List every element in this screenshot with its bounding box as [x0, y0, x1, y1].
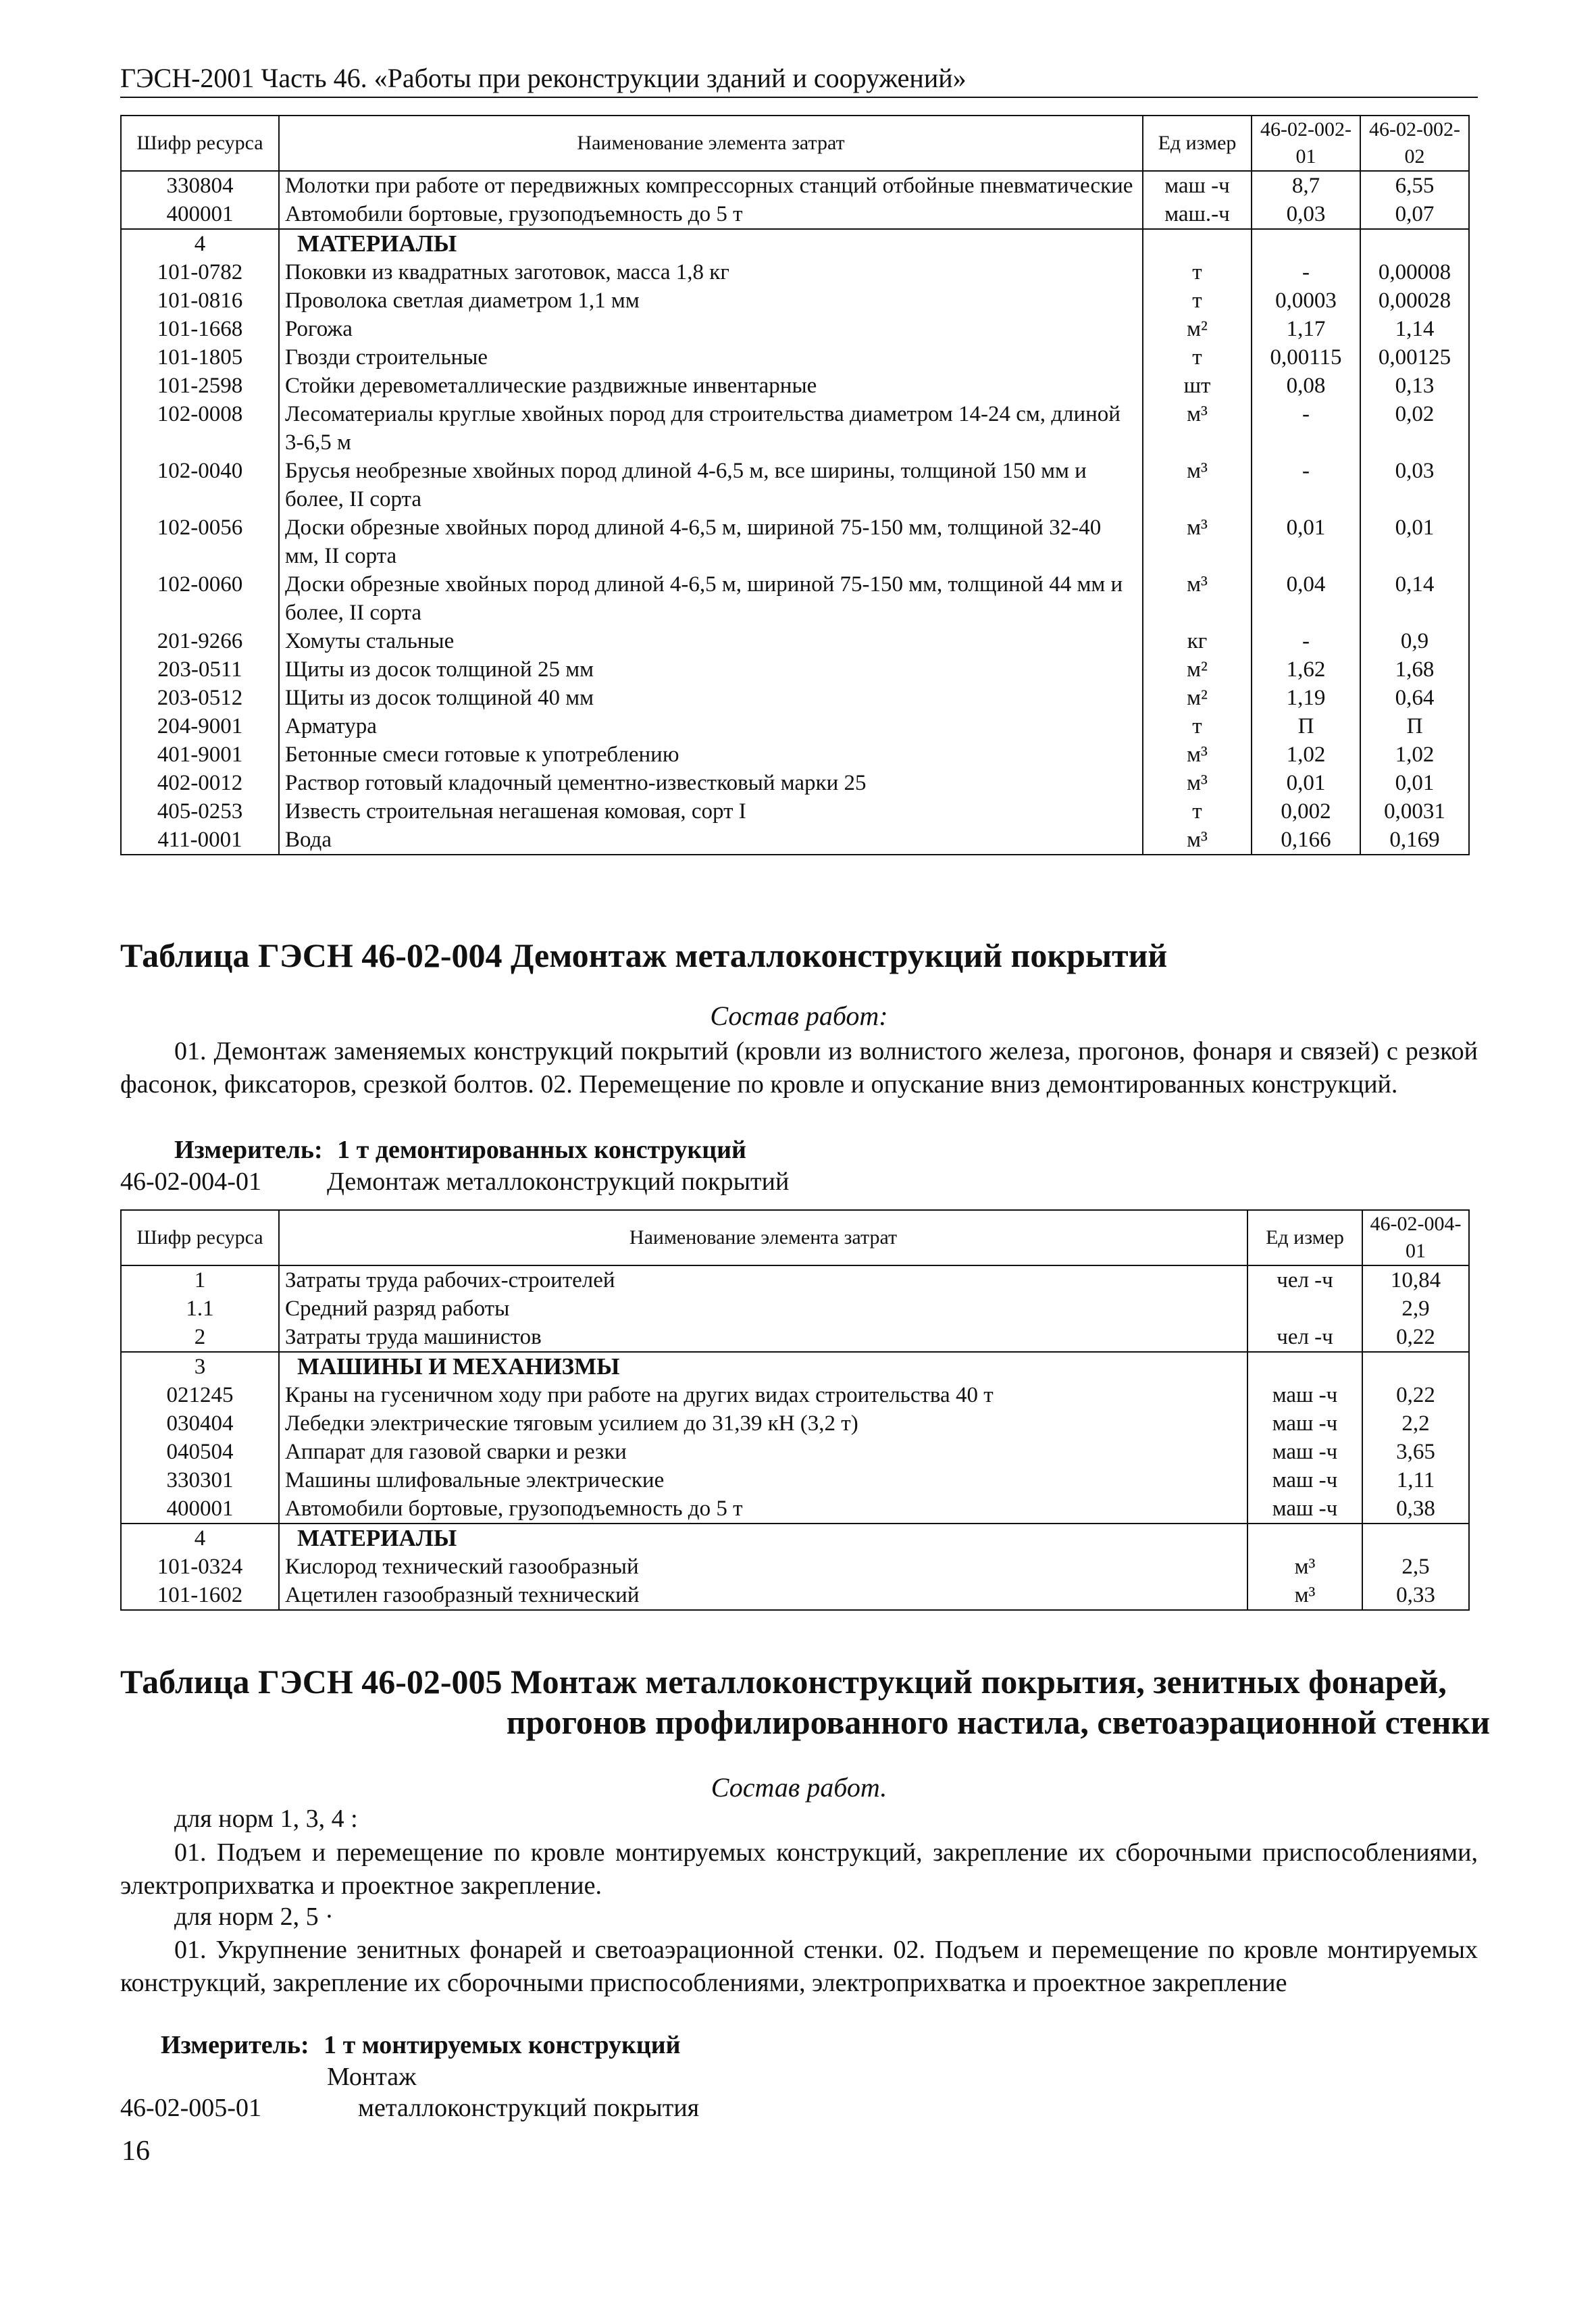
- norm-value-cell-1: 0,0003: [1252, 286, 1360, 315]
- measure-value: 1 т демонтированных конструкций: [337, 1136, 746, 1164]
- norm-value-cell-2: 0,01: [1360, 513, 1469, 570]
- norm-value-cell-1: [1362, 1524, 1469, 1553]
- norm-value-cell-1: 1,19: [1252, 684, 1360, 712]
- resource-code-cell: 3: [121, 1352, 279, 1381]
- resource-name-cell: Стойки деревометаллические раздвижные инвентарные: [279, 372, 1143, 400]
- norm-value-cell-1: 0,01: [1252, 769, 1360, 797]
- header-name: Наименование элемента затрат: [279, 1210, 1247, 1265]
- norm-value-cell-2: 1,14: [1360, 315, 1469, 343]
- resource-name-cell: Лебедки электрические тяговым усилием до 31,39 кН (3,2 т): [279, 1409, 1247, 1438]
- unit-cell: [1247, 1294, 1362, 1323]
- unit-cell: т: [1143, 286, 1252, 315]
- resource-code-cell: 401-9001: [121, 740, 279, 769]
- norm-value-cell-1: -: [1252, 400, 1360, 457]
- norm-value-cell-2: П: [1360, 712, 1469, 740]
- norm-value-cell-2: 0,00028: [1360, 286, 1469, 315]
- header-norm-1: 46-02-002-01: [1252, 116, 1360, 171]
- norm-value-cell-2: 1,02: [1360, 740, 1469, 769]
- resource-code-cell: 101-0782: [121, 258, 279, 286]
- table-row: [121, 1323, 1469, 1352]
- norm-value-cell-1: 0,22: [1362, 1381, 1469, 1409]
- resource-name-cell: Кислород технический газообразный: [279, 1553, 1247, 1581]
- unit-cell: м³: [1143, 826, 1252, 855]
- resource-name-cell: Краны на гусеничном ходу при работе на других видах строительства 40 т: [279, 1381, 1247, 1409]
- resource-name-cell: Раствор готовый кладочный цементно-известковый марки 25: [279, 769, 1143, 797]
- table-body: [121, 1265, 1469, 1610]
- resource-name-cell: Арматура: [279, 712, 1143, 740]
- table-row: [121, 712, 1469, 740]
- resource-code-cell: 4: [121, 1524, 279, 1553]
- resource-code-cell: 400001: [121, 1494, 279, 1524]
- norm-value-cell-1: 0,38: [1362, 1494, 1469, 1524]
- table-row: [121, 315, 1469, 343]
- table-row: [121, 655, 1469, 684]
- norms-group-a-label: для норм 1, 3, 4 :: [174, 1805, 358, 1833]
- unit-cell: м³: [1143, 513, 1252, 570]
- norm-value-cell-1: П: [1252, 712, 1360, 740]
- resource-name-cell: Лесоматериалы круглые хвойных пород для строительства диаметром 14-24 см, длиной 3-6,5 м: [279, 400, 1143, 457]
- table-row: [121, 684, 1469, 712]
- measure-value: 1 т монтируемых конструкций: [324, 2031, 681, 2059]
- resource-name-cell: Доски обрезные хвойных пород длиной 4-6,5 м, шириной 75-150 мм, толщиной 44 мм и более, II сорта: [279, 570, 1143, 627]
- measure-line: [174, 1135, 746, 1165]
- unit-cell: т: [1143, 712, 1252, 740]
- unit-cell: м³: [1143, 570, 1252, 627]
- unit-cell: маш -ч: [1247, 1494, 1362, 1524]
- resource-code-cell: 101-1668: [121, 315, 279, 343]
- table-title-46-02-005-line2: прогонов профилированного настила, светоаэрационной стенки: [506, 1703, 1490, 1741]
- resource-name-cell: Автомобили бортовые, грузоподъемность до 5 т: [279, 200, 1143, 229]
- resource-name-cell: Рогожа: [279, 315, 1143, 343]
- resource-code-cell: 402-0012: [121, 769, 279, 797]
- norm-value-cell-1: 1,62: [1252, 655, 1360, 684]
- unit-cell: т: [1143, 343, 1252, 372]
- resource-name-cell: Брусья необрезные хвойных пород длиной 4-6,5 м, все ширины, толщиной 150 мм и более, II сорта: [279, 457, 1143, 513]
- page-number: 16: [122, 2136, 150, 2167]
- unit-cell: м³: [1143, 740, 1252, 769]
- header-unit: Ед измер: [1247, 1210, 1362, 1265]
- table-row: [121, 769, 1469, 797]
- resource-name-cell: Вода: [279, 826, 1143, 855]
- norm-value-cell-1: 1,02: [1252, 740, 1360, 769]
- measure-line: [161, 2030, 681, 2060]
- resource-name-cell: Доски обрезные хвойных пород длиной 4-6,5 м, шириной 75-150 мм, толщиной 32-40 мм, II сорта: [279, 513, 1143, 570]
- resource-table-46-02-002: [120, 115, 1470, 855]
- unit-cell: маш -ч: [1143, 171, 1252, 200]
- table-title-46-02-005-line1: Таблица ГЭСН 46-02-005 Монтаж металлоконструкций покрытия, зенитных фонарей,: [120, 1663, 1447, 1701]
- resource-name-cell: МАШИНЫ И МЕХАНИЗМЫ: [279, 1352, 1247, 1381]
- resource-code-cell: 021245: [121, 1381, 279, 1409]
- resource-name-cell: Проволока светлая диаметром 1,1 мм: [279, 286, 1143, 315]
- resource-name-cell: Известь строительная негашеная комовая, сорт I: [279, 797, 1143, 826]
- resource-name-cell: Средний разряд работы: [279, 1294, 1247, 1323]
- unit-cell: [1247, 1352, 1362, 1381]
- header-code: Шифр ресурса: [121, 1210, 279, 1265]
- resource-name-cell: Ацетилен газообразный технический: [279, 1581, 1247, 1610]
- table-row: [121, 286, 1469, 315]
- table-row: [121, 400, 1469, 457]
- norm-value-cell-2: 0,01: [1360, 769, 1469, 797]
- norm-value-cell-1: 0,166: [1252, 826, 1360, 855]
- unit-cell: т: [1143, 258, 1252, 286]
- norm-value-cell-1: -: [1252, 627, 1360, 655]
- table-row: [121, 372, 1469, 400]
- norm-value-cell-1: 0,04: [1252, 570, 1360, 627]
- resource-name-cell: Щиты из досок толщиной 25 мм: [279, 655, 1143, 684]
- resource-code-cell: 203-0511: [121, 655, 279, 684]
- table-row: [121, 258, 1469, 286]
- resource-code-cell: 102-0056: [121, 513, 279, 570]
- unit-cell: маш -ч: [1247, 1466, 1362, 1494]
- norm-value-cell-1: 3,65: [1362, 1438, 1469, 1466]
- unit-cell: [1143, 229, 1252, 258]
- norm-value-cell-1: -: [1252, 457, 1360, 513]
- resource-code-cell: 203-0512: [121, 684, 279, 712]
- norm-value-cell-2: 0,9: [1360, 627, 1469, 655]
- resource-code-cell: 400001: [121, 200, 279, 229]
- norm-name-line2: металлоконструкций покрытия: [358, 2094, 700, 2122]
- resource-code-cell: 4: [121, 229, 279, 258]
- norm-code: 46-02-005-01: [120, 2094, 261, 2122]
- resource-name-cell: Щиты из досок толщиной 40 мм: [279, 684, 1143, 712]
- resource-name-cell: МАТЕРИАЛЫ: [279, 229, 1143, 258]
- resource-name-cell: Аппарат для газовой сварки и резки: [279, 1438, 1247, 1466]
- resource-name-cell: Автомобили бортовые, грузоподъемность до 5 т: [279, 1494, 1247, 1524]
- norms-group-a-text: 01. Подъем и перемещение по кровле монтируемых конструкций, закрепление их сборочными приспособлениями, электроприхватка и проектное закрепление.: [120, 1838, 1478, 1900]
- unit-cell: м³: [1247, 1581, 1362, 1610]
- unit-cell: маш -ч: [1247, 1409, 1362, 1438]
- norms-group-b-text: 01. Укрупнение зенитных фонарей и светоаэрационной стенки. 02. Подъем и перемещение по кровле монтируемых конструкций, закрепление их сборочными приспособлениями, электроприхватка и проектное закрепление: [120, 1936, 1478, 1997]
- norm-value-cell-2: 6,55: [1360, 171, 1469, 200]
- norm-value-cell-1: 8,7: [1252, 171, 1360, 200]
- table-row: [121, 570, 1469, 627]
- norm-value-cell-1: 10,84: [1362, 1265, 1469, 1294]
- norm-name: Демонтаж металлоконструкций покрытий: [327, 1167, 790, 1196]
- resource-code-cell: 204-9001: [121, 712, 279, 740]
- table-row: [121, 627, 1469, 655]
- resource-code-cell: 330804: [121, 171, 279, 200]
- resource-name-cell: Хомуты стальные: [279, 627, 1143, 655]
- table-row: [121, 171, 1469, 200]
- measure-label: Измеритель:: [161, 2031, 309, 2059]
- norm-value-cell-1: [1362, 1352, 1469, 1381]
- norm-code: 46-02-004-01: [120, 1167, 261, 1196]
- table-row: [121, 740, 1469, 769]
- unit-cell: м²: [1143, 684, 1252, 712]
- norm-value-cell-1: 0,00115: [1252, 343, 1360, 372]
- work-composition-text: 01. Демонтаж заменяемых конструкций покрытий (кровли из волнистого железа, прогонов, фонаря и связей) с резкой фасонок, фиксаторов, срезкой болтов. 02. Перемещение по кровле и опускание вниз демонтированных конструкций.: [120, 1037, 1478, 1099]
- page-header: ГЭСН-2001 Часть 46. «Работы при реконструкции зданий и сооружений»: [120, 62, 1478, 98]
- table-row: [121, 343, 1469, 372]
- work-composition-label: Состав работ:: [710, 1001, 888, 1031]
- resource-code-cell: 101-0816: [121, 286, 279, 315]
- unit-cell: т: [1143, 797, 1252, 826]
- norm-value-cell-1: 0,01: [1252, 513, 1360, 570]
- norm-value-cell-1: 0,22: [1362, 1323, 1469, 1352]
- table-row: [121, 1409, 1469, 1438]
- section-row: [121, 229, 1469, 258]
- unit-cell: чел -ч: [1247, 1265, 1362, 1294]
- resource-code-cell: 102-0060: [121, 570, 279, 627]
- norm-value-cell-2: 0,64: [1360, 684, 1469, 712]
- resource-code-cell: 2: [121, 1323, 279, 1352]
- resource-name-cell: Бетонные смеси готовые к употреблению: [279, 740, 1143, 769]
- header-name: Наименование элемента затрат: [279, 116, 1143, 171]
- resource-name-cell: Гвозди строительные: [279, 343, 1143, 372]
- norm-value-cell-1: 0,03: [1252, 200, 1360, 229]
- norm-value-cell-1: 0,08: [1252, 372, 1360, 400]
- norm-value-cell-2: 0,00125: [1360, 343, 1469, 372]
- unit-cell: маш -ч: [1247, 1438, 1362, 1466]
- unit-cell: м²: [1143, 655, 1252, 684]
- unit-cell: м³: [1143, 457, 1252, 513]
- norm-value-cell-1: 0,002: [1252, 797, 1360, 826]
- resource-name-cell: Затраты труда рабочих-строителей: [279, 1265, 1247, 1294]
- norm-value-cell-2: 0,0031: [1360, 797, 1469, 826]
- norm-name-line1: Монтаж: [327, 2063, 417, 2091]
- table-row: [121, 797, 1469, 826]
- table-row: [121, 200, 1469, 229]
- norm-value-cell-2: 0,07: [1360, 200, 1469, 229]
- header-norm-1: 46-02-004-01: [1362, 1210, 1469, 1265]
- norm-value-cell-1: 2,2: [1362, 1409, 1469, 1438]
- resource-code-cell: 330301: [121, 1466, 279, 1494]
- resource-table-46-02-004: [120, 1209, 1470, 1611]
- norm-value-cell-2: 0,02: [1360, 400, 1469, 457]
- resource-code-cell: 101-1805: [121, 343, 279, 372]
- resource-code-cell: 101-2598: [121, 372, 279, 400]
- table-row: [121, 1494, 1469, 1524]
- norms-group-b-label: для норм 2, 5 ·: [174, 1903, 334, 1931]
- resource-code-cell: 1.1: [121, 1294, 279, 1323]
- table-row: [121, 1294, 1469, 1323]
- resource-name-cell: Молотки при работе от передвижных компрессорных станций отбойные пневматические: [279, 171, 1143, 200]
- header-unit: Ед измер: [1143, 116, 1252, 171]
- unit-cell: чел -ч: [1247, 1323, 1362, 1352]
- table-row: [121, 457, 1469, 513]
- norm-value-cell-2: [1360, 229, 1469, 258]
- table-row: [121, 1553, 1469, 1581]
- unit-cell: маш.-ч: [1143, 200, 1252, 229]
- norm-value-cell-2: 0,14: [1360, 570, 1469, 627]
- norm-value-cell-2: 1,68: [1360, 655, 1469, 684]
- work-composition-label: Состав работ.: [711, 1772, 887, 1803]
- resource-name-cell: Поковки из квадратных заготовок, масса 1,8 кг: [279, 258, 1143, 286]
- measure-label: Измеритель:: [174, 1136, 323, 1164]
- norm-value-cell-1: 2,9: [1362, 1294, 1469, 1323]
- section-row: [121, 1352, 1469, 1381]
- norm-value-cell-2: 0,03: [1360, 457, 1469, 513]
- unit-cell: маш -ч: [1247, 1381, 1362, 1409]
- resource-code-cell: 102-0040: [121, 457, 279, 513]
- table-row: [121, 1581, 1469, 1610]
- header-code: Шифр ресурса: [121, 116, 279, 171]
- table-row: [121, 513, 1469, 570]
- table-row: [121, 1438, 1469, 1466]
- unit-cell: м²: [1143, 315, 1252, 343]
- unit-cell: шт: [1143, 372, 1252, 400]
- unit-cell: м³: [1247, 1553, 1362, 1581]
- norm-value-cell-1: 1,17: [1252, 315, 1360, 343]
- resource-code-cell: 101-1602: [121, 1581, 279, 1610]
- resource-name-cell: МАТЕРИАЛЫ: [279, 1524, 1247, 1553]
- table-row: [121, 826, 1469, 855]
- table-row: [121, 1466, 1469, 1494]
- header-norm-2: 46-02-002-02: [1360, 116, 1469, 171]
- norm-value-cell-1: 1,11: [1362, 1466, 1469, 1494]
- table-title-46-02-004: Таблица ГЭСН 46-02-004 Демонтаж металлоконструкций покрытий: [120, 936, 1168, 974]
- table-row: [121, 1265, 1469, 1294]
- resource-code-cell: 101-0324: [121, 1553, 279, 1581]
- resource-code-cell: 201-9266: [121, 627, 279, 655]
- resource-name-cell: Машины шлифовальные электрические: [279, 1466, 1247, 1494]
- resource-code-cell: 411-0001: [121, 826, 279, 855]
- unit-cell: кг: [1143, 627, 1252, 655]
- norm-value-cell-2: 0,13: [1360, 372, 1469, 400]
- resource-code-cell: 102-0008: [121, 400, 279, 457]
- norm-value-cell-2: 0,169: [1360, 826, 1469, 855]
- resource-code-cell: 030404: [121, 1409, 279, 1438]
- section-row: [121, 1524, 1469, 1553]
- table-body: [121, 171, 1469, 855]
- unit-cell: м³: [1143, 400, 1252, 457]
- norm-value-cell-1: 0,33: [1362, 1581, 1469, 1610]
- norm-value-cell-1: [1252, 229, 1360, 258]
- table-row: [121, 1381, 1469, 1409]
- unit-cell: [1247, 1524, 1362, 1553]
- norm-value-cell-1: 2,5: [1362, 1553, 1469, 1581]
- resource-code-cell: 1: [121, 1265, 279, 1294]
- resource-code-cell: 405-0253: [121, 797, 279, 826]
- norm-value-cell-1: -: [1252, 258, 1360, 286]
- resource-code-cell: 040504: [121, 1438, 279, 1466]
- resource-name-cell: Затраты труда машинистов: [279, 1323, 1247, 1352]
- norm-value-cell-2: 0,00008: [1360, 258, 1469, 286]
- unit-cell: м³: [1143, 769, 1252, 797]
